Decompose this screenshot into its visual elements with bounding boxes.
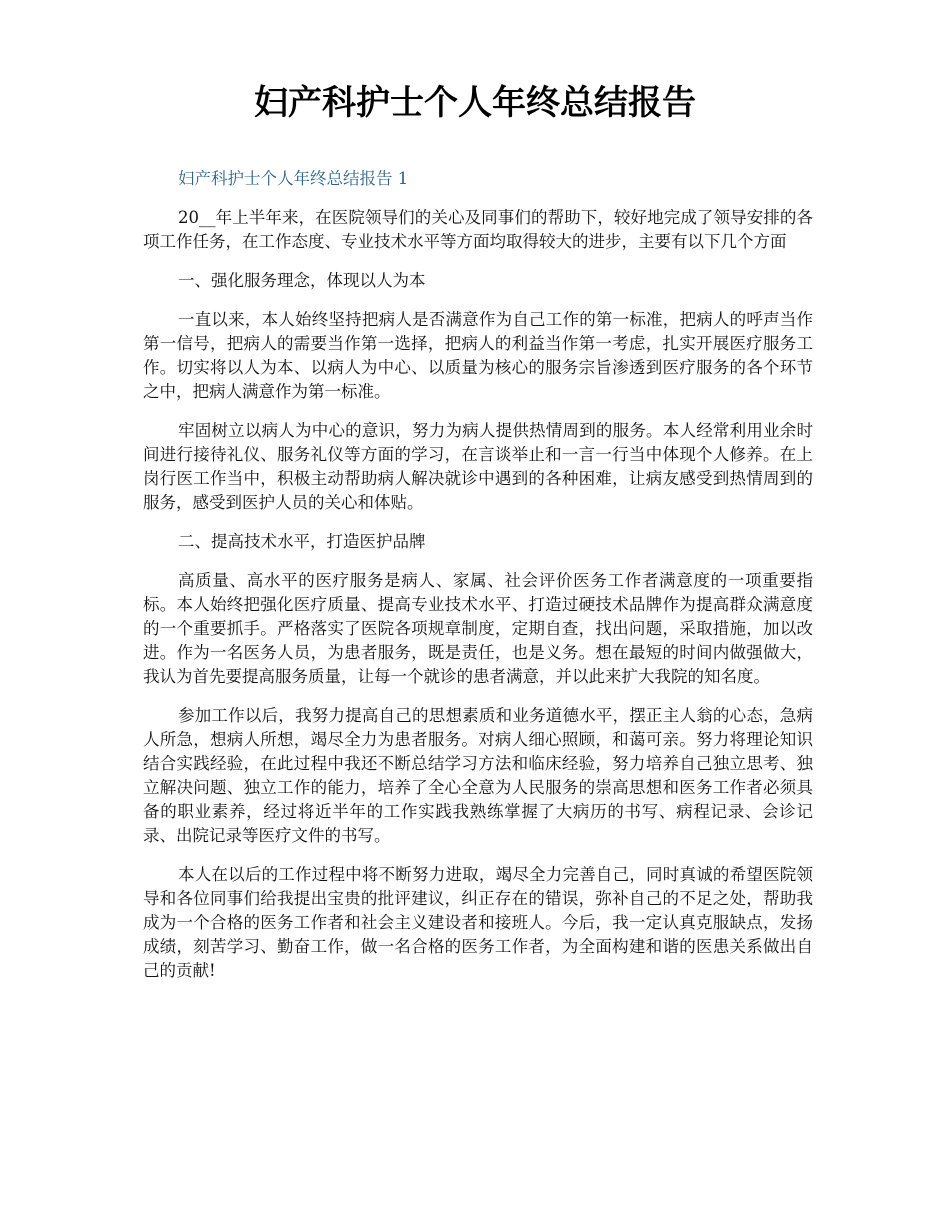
subheading-service-concept: 一、强化服务理念，体现以人为本	[178, 271, 426, 290]
paragraph-work-experience: 参加工作以后，我努力提高自己的思想素质和业务道德水平，摆正主人翁的心态，急病人所急，想病人所想，竭尽全力为患者服务。对病人细心照顾，和蔼可亲。努力将理论知识结合实践经验，在此过程中我还不断总结学习方法和临床经验，努力培养自己独立思考、独立解决问题、独立工作的能力，培养了全心全意为人民服务的崇高思想和医务工作者必须具备的职业素养，经过将近半年的工作实践我熟练掌握了大病历的书写、病程记录、会诊记录、出院记录等医疗文件的书写。	[143, 706, 813, 845]
document-title: 妇产科护士个人年终总结报告	[254, 83, 696, 123]
paragraph-patient-centered: 牢固树立以病人为中心的意识，努力为病人提供热情周到的服务。本人经常利用业余时间进行接待礼仪、服务礼仪等方面的学习，在言谈举止和一言一行当中体现个人修养。在上岗行医工作当中，积极主动帮助病人解决就诊中遇到的各种困难，让病友感受到热情周到的服务，感受到医护人员的关心和体贴。	[143, 421, 813, 512]
paragraph-medical-quality: 高质量、高水平的医疗服务是病人、家属、社会评价医务工作者满意度的一项重要指标。本人始终把强化医疗质量、提高专业技术水平、打造过硬技术品牌作为提高群众满意度的一个重要抓手。严格落实了医院各项规章制度，定期自查，找出问题，采取措施，加以改进。作为一名医务人员，为患者服务，既是责任，也是义务。想在最短的时间内做强做大，我认为首先要提高服务质量，让每一个就诊的患者满意，并以此来扩大我院的知名度。	[143, 571, 813, 686]
subheading-technical-level: 二、提高技术水平，打造医护品牌	[178, 532, 426, 551]
section-heading: 妇产科护士个人年终总结报告 1	[178, 169, 409, 188]
paragraph-patient-first: 一直以来，本人始终坚持把病人是否满意作为自己工作的第一标准，把病人的呼声当作第一信号，把病人的需要当作第一选择，把病人的利益当作第一考虑，扎实开展医疗服务工作。切实将以人为本、以病人为中心、以质量为核心的服务宗旨渗透到医疗服务的各个环节之中，把病人满意作为第一标准。	[143, 310, 813, 401]
paragraph-intro: 20__年上半年来，在医院领导们的关心及同事们的帮助下，较好地完成了领导安排的各项工作任务，在工作态度、专业技术水平等方面均取得较大的进步，主要有以下几个方面	[143, 208, 813, 251]
paragraph-future-commitment: 本人在以后的工作过程中将不断努力进取，竭尽全力完善自己，同时真诚的希望医院领导和各位同事们给我提出宝贵的批评建议，纠正存在的错误，弥补自己的不足之处，帮助我成为一个合格的医务工作者和社会主义建设者和接班人。今后，我一定认真克服缺点，发扬成绩，刻苦学习、勤奋工作，做一名合格的医务工作者，为全面构建和谐的医患关系做出自己的贡献!	[143, 865, 813, 980]
document-body	[143, 167, 813, 998]
